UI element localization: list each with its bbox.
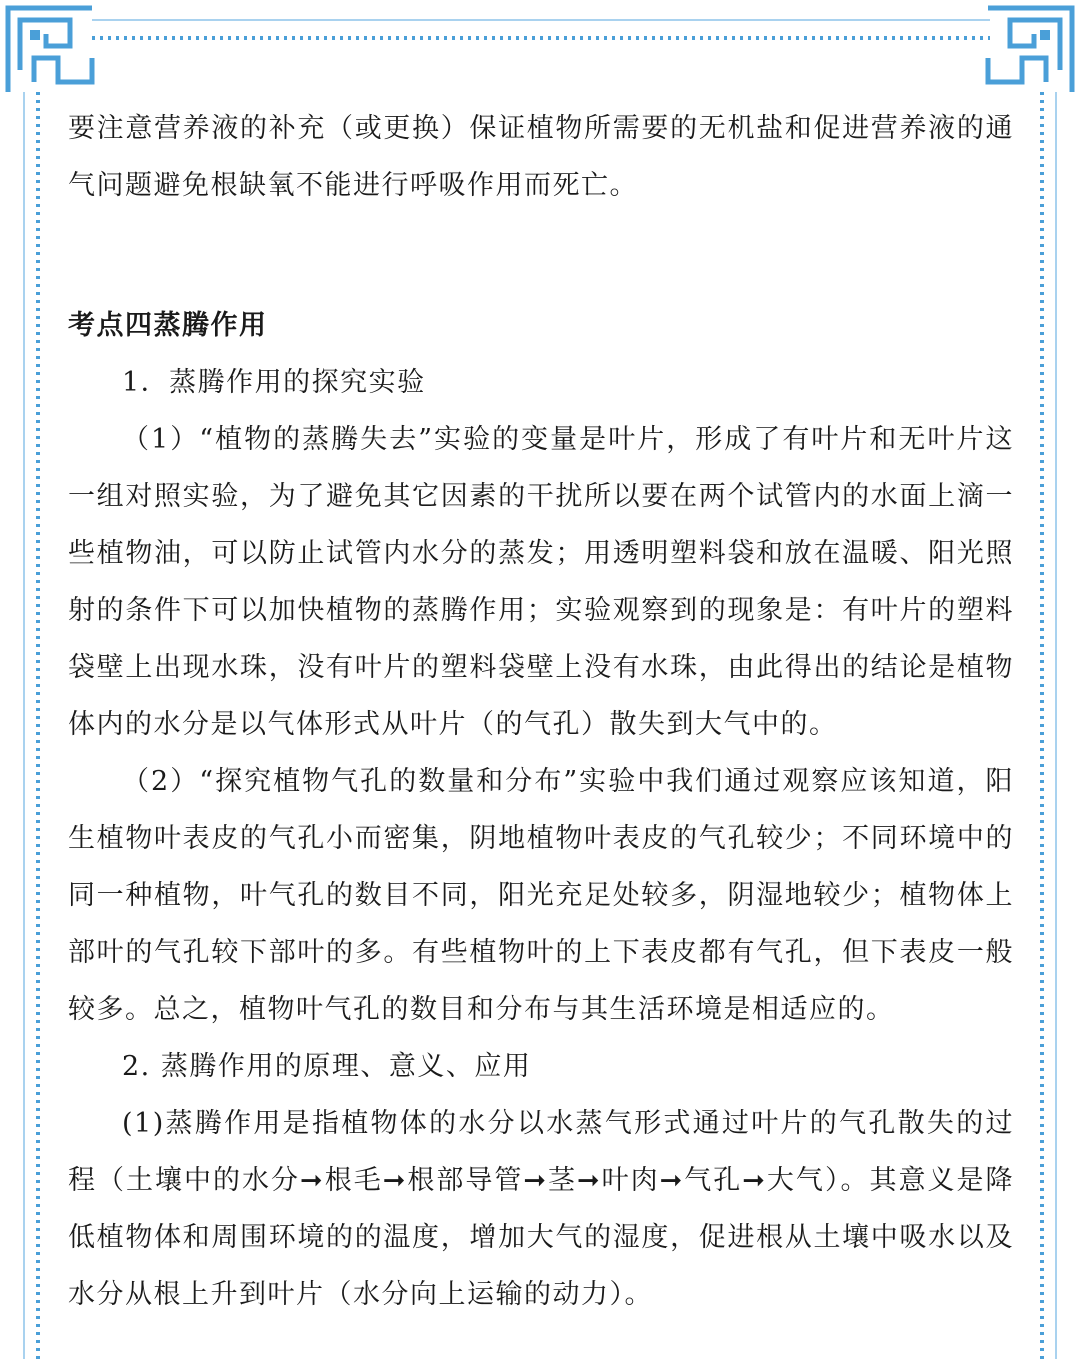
corner-ornament-top-right — [988, 8, 1072, 92]
document-body — [68, 100, 1014, 1323]
subsection-1-paragraph-1: （1）“植物的蒸腾失去”实验的变量是叶片，形成了有叶片和无叶片这一组对照实验，为了避免其它因素的干扰所以要在两个试管内的水面上滴一些植物油，可以防止试管内水分的蒸发；用透明塑料袋和放在温暖、阳光照射的条件下可以加快植物的蒸腾作用；实验观察到的现象是：有叶片的塑料袋壁上出现水珠，没有叶片的塑料袋壁上没有水珠，由此得出的结论是植物体内的水分是以气体形式从叶片（的气孔）散失到大气中的。 — [68, 424, 1014, 740]
subsection-1-title: 1．蒸腾作用的探究实验 — [122, 367, 426, 398]
subsection-2-paragraph-1: (1)蒸腾作用是指植物体的水分以水蒸气形式通过叶片的气孔散失的过程（土壤中的水分➞根毛➞根部导管➞茎➞叶肉➞气孔➞大气）。其意义是降低植物体和周围环境的的温度，增加大气的湿度，促进根从土壤中吸水以及水分从根上升到叶片（水分向上运输的动力）。 — [68, 1108, 1014, 1310]
section-heading: 考点四蒸腾作用 — [68, 310, 268, 341]
corner-ornament-top-left — [8, 8, 92, 92]
intro-paragraph: 要注意营养液的补充（或更换）保证植物所需要的无机盐和促进营养液的通气问题避免根缺氧不能进行呼吸作用而死亡。 — [68, 113, 1014, 201]
subsection-2-title: 2. 蒸腾作用的原理、意义、应用 — [122, 1051, 532, 1082]
subsection-1-paragraph-2: （2）“探究植物气孔的数量和分布”实验中我们通过观察应该知道，阳生植物叶表皮的气孔小而密集，阴地植物叶表皮的气孔较少；不同环境中的同一种植物，叶气孔的数目不同，阳光充足处较多，阴湿地较少；植物体上部叶的气孔较下部叶的多。有些植物叶的上下表皮都有气孔，但下表皮一般较多。总之，植物叶气孔的数目和分布与其生活环境是相适应的。 — [68, 766, 1014, 1025]
